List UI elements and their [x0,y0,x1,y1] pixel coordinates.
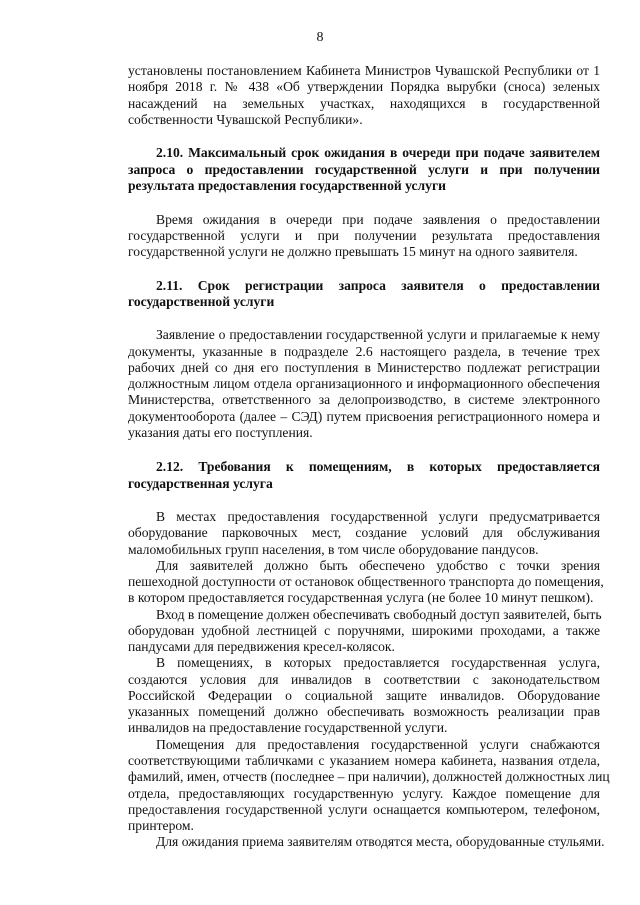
heading-line: 2.10. Максимальный срок ожидания в очереди при подаче заявителем [156,145,600,160]
text-line: фамилий, имен, отчеств (последнее – при наличии), должностей должностных лиц [128,769,610,784]
page-number: 8 [316,30,324,45]
heading-line: государственной услуги [128,294,275,309]
text-line: документы, указанные в подразделе 2.6 настоящего раздела, в течение трех [128,344,600,359]
heading-line: результата предоставления государственной услуги [128,178,446,193]
text-line: пандусами для передвижения кресел-колясок. [128,639,395,654]
text-line: отдела, предоставляющих государственную услугу. Каждое помещение для [128,786,600,801]
text-line: оборудован удобной лестницей с поручнями, широкими проходами, а также [128,623,600,638]
text-line: создаются условия для инвалидов в соответствии с законодательством [128,672,600,687]
text-line: установлены постановлением Кабинета Министров Чувашской Республики от 1 [128,63,600,78]
text-line: Вход в помещение должен обеспечивать свободный доступ заявителей, быть [156,607,602,622]
text-line: должностным лицом отдела организационного и информационного обеспечения [128,376,600,391]
text-line: в котором предоставляется государственная услуга (не более 10 минут пешком). [128,590,594,605]
text-line: указания даты его поступления. [128,425,313,440]
text-line: инвалидов на предоставление государственной услуги. [128,720,448,735]
text-line: Заявление о предоставлении государственной услуги и прилагаемые к нему [156,327,600,342]
text-line: указанных помещений должно обеспечивать возможность реализации прав [128,704,600,719]
text-line: В помещениях, в которых предоставляется государственная услуга, [156,655,600,670]
text-line: Российской Федерации о социальной защите инвалидов. Оборудование [128,688,600,703]
text-line: государственной услуги не должно превышать 15 минут на одного заявителя. [128,244,578,259]
text-line: ноября 2018 г. № 438 «Об утверждении Порядка вырубки (сноса) зеленых [128,79,600,94]
text-line: рабочих дней со дня его поступления в Министерство подлежат регистрации [128,360,600,375]
text-line: собственности Чувашской Республики». [128,112,363,127]
text-line: соответствующими табличками с указанием номера кабинета, названия отдела, [128,753,600,768]
heading-line: 2.11. Срок регистрации запроса заявителя о предоставлении [156,278,600,293]
heading-line: государственная услуга [128,476,273,491]
text-line: насаждений на земельных участках, находящихся в государственной [128,96,600,111]
text-line: Для заявителей должно быть обеспечено удобство с точки зрения [156,558,600,573]
heading-line: 2.12. Требования к помещениям, в которых предоставляется [156,459,600,474]
text-line: предоставления государственной услуги оснащается компьютером, телефоном, [128,802,600,817]
heading-line: запроса о предоставлении государственной услуги и при получении [128,162,600,177]
text-line: государственной услуги и при получении результата предоставления [128,228,600,243]
text-line: Время ожидания в очереди при подаче заявления о предоставлении [156,212,600,227]
text-line: Для ожидания приема заявителям отводятся места, оборудованные стульями. [156,834,605,849]
text-line: В местах предоставления государственной услуги предусматривается [156,509,600,524]
text-line: пешеходной доступности от остановок общественного транспорта до помещения, [128,574,604,589]
text-line: Министерства, ответственного за делопроизводство, в системе электронного [128,392,600,407]
text-line: принтером. [128,818,194,833]
text-line: Помещения для предоставления государственной услуги снабжаются [156,737,600,752]
text-line: документооборота (далее – СЭД) путем присвоения регистрационного номера и [128,409,600,424]
text-line: оборудование парковочных мест, создание условий для обслуживания [128,525,600,540]
text-line: маломобильных групп населения, в том числе оборудование пандусов. [128,542,539,557]
